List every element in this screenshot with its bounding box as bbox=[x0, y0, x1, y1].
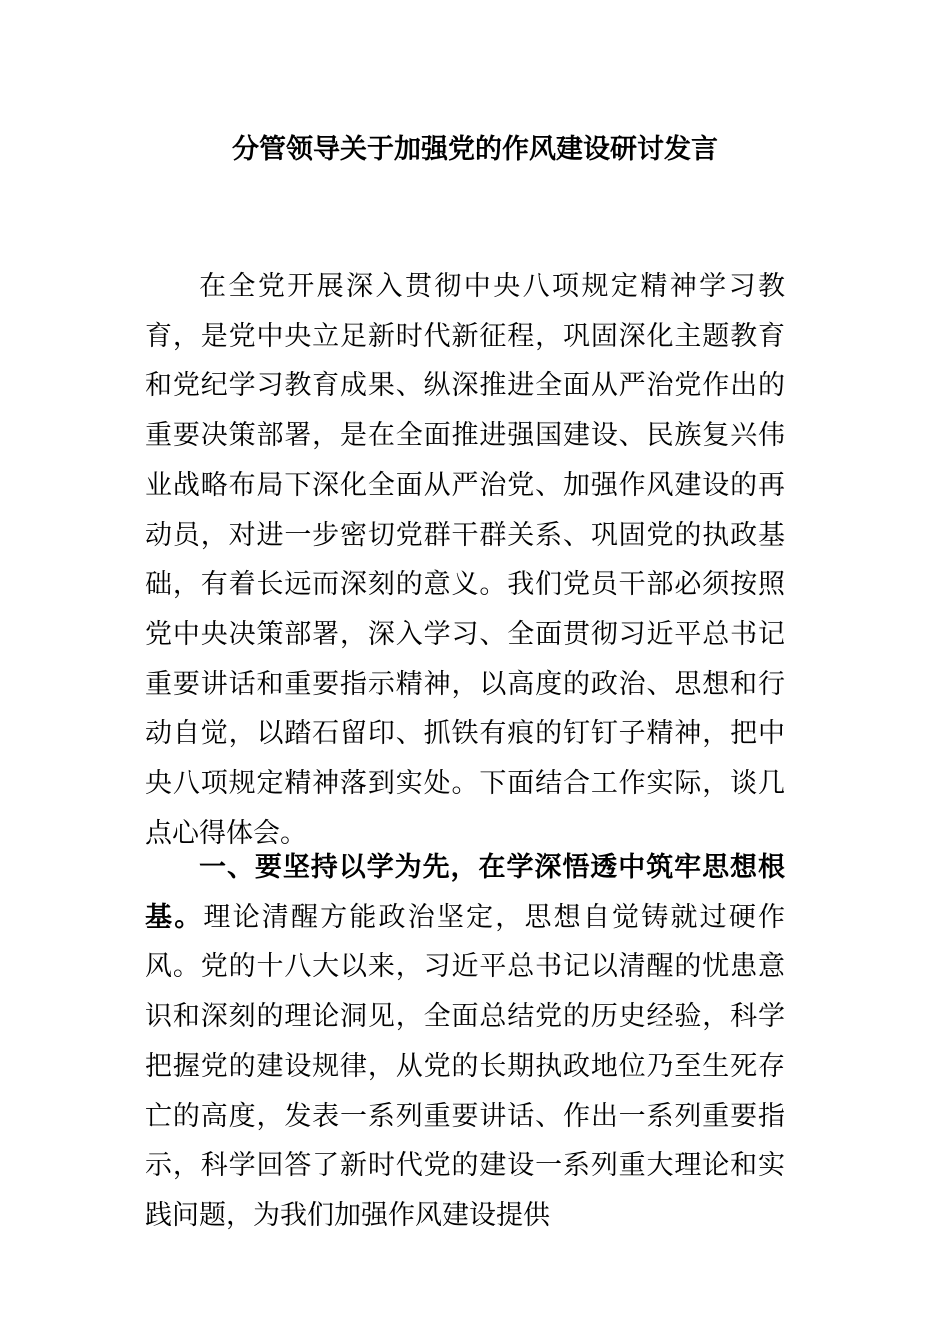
paragraph-intro-text: 在全党开展深入贯彻中央八项规定精神学习教育，是党中央立足新时代新征程，巩固深化主题教育和党纪学习教育成果、纵深推进全面从严治党作出的重要决策部署，是在全面推进强国建设、民族复兴伟业战略布局下深化全面从严治党、加强作风建设的再动员，对进一步密切党群干群关系、巩固党的执政基础，有着长远而深刻的意义。我们党员干部必须按照党中央决策部署，深入学习、全面贯彻习近平总书记重要讲话和重要指示精神，以高度的政治、思想和行动自觉，以踏石留印、抓铁有痕的钉钉子精神，把中央八项规定精神落到实处。下面结合工作实际，谈几点心得体会。 bbox=[145, 271, 785, 849]
document-title: 分管领导关于加强党的作风建设研讨发言 bbox=[232, 134, 718, 165]
section-one-heading: 一、要坚持以学为先，在学深悟透中筑牢思想根基。 bbox=[145, 852, 785, 933]
section-one-text: 理论清醒方能政治坚定，思想自觉铸就过硬作风。党的十八大以来，习近平总书记以清醒的忧患意识和深刻的理论洞见，全面总结党的历史经验，科学把握党的建设规律，从党的长期执政地位乃至生死存亡的高度，发表一系列重要讲话、作出一系列重要指示，科学回答了新时代党的建设一系列重大理论和实践问题，为我们加强作风建设提供 bbox=[145, 901, 786, 1231]
paragraph-intro bbox=[145, 262, 785, 858]
paragraph-section-one bbox=[145, 843, 785, 1241]
